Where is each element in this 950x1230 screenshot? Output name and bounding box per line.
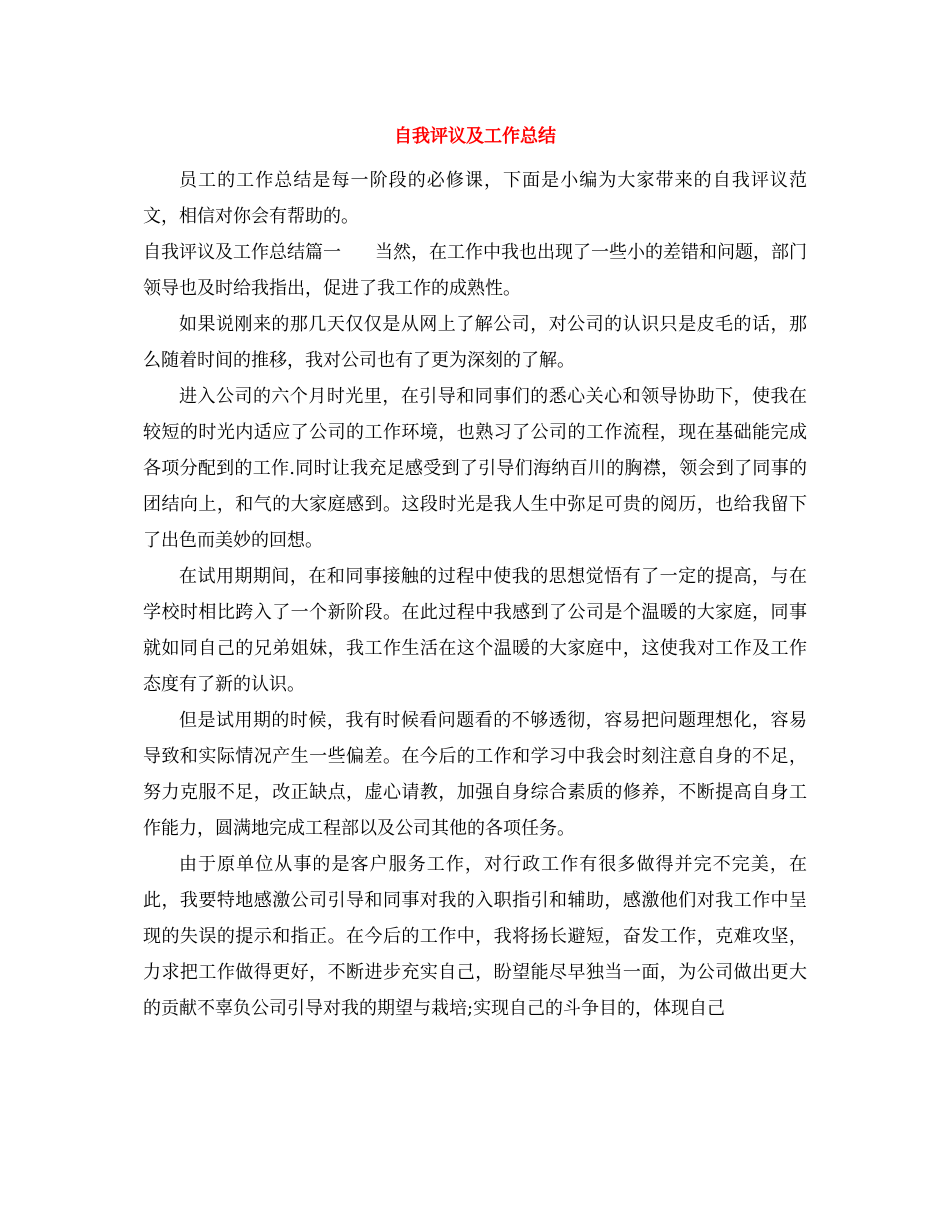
body-paragraph: 但是试用期的时候，我有时候看问题看的不够透彻，容易把问题理想化，容易导致和实际情况产生一些偏差。在今后的工作和学习中我会时刻注意自身的不足，努力克服不足，改正缺点，虚心请教，加强自身综合素质的修养，不断提高自身工作能力，圆满地完成工程部以及公司其他的各项任务。 xyxy=(143,710,807,839)
document-body xyxy=(143,163,807,1027)
document-title: 自我评议及工作总结 xyxy=(394,126,556,147)
body-paragraph: 如果说刚来的那几天仅仅是从网上了解公司，对公司的认识只是皮毛的话，那么随着时间的推移，我对公司也有了更为深刻的了解。 xyxy=(143,314,807,371)
section-heading: 自我评议及工作总结篇一 xyxy=(143,242,341,263)
section-first-text: 当然，在工作中我也出现了一些小的差错和问题，部门领导也及时给我指出，促进了我工作的成熟性。 xyxy=(143,242,807,299)
body-paragraph: 在试用期期间，在和同事接触的过程中使我的思想觉悟有了一定的提高，与在学校时相比跨入了一个新阶段。在此过程中我感到了公司是个温暖的大家庭，同事就如同自己的兄弟姐妹，我工作生活在这个温暖的大家庭中，这使我对工作及工作态度有了新的认识。 xyxy=(143,566,807,695)
body-paragraph: 进入公司的六个月时光里，在引导和同事们的悉心关心和领导协助下，使我在较短的时光内适应了公司的工作环境，也熟习了公司的工作流程，现在基础能完成各项分配到的工作.同时让我充足感受到了引导们海纳百川的胸襟，领会到了同事的团结向上，和气的大家庭感到。这段时光是我人生中弥足可贵的阅历，也给我留下了出色而美妙的回想。 xyxy=(143,386,807,551)
intro-paragraph: 员工的工作总结是每一阶段的必修课，下面是小编为大家带来的自我评议范文，相信对你会有帮助的。 xyxy=(143,170,807,227)
section-paragraph xyxy=(143,235,807,307)
body-paragraph: 由于原单位从事的是客户服务工作，对行政工作有很多做得并完不完美，在此，我要特地感激公司引导和同事对我的入职指引和辅助，感激他们对我工作中呈现的失误的提示和指正。在今后的工作中，我将扬长避短，奋发工作，克难攻坚，力求把工作做得更好，不断进步充实自己，盼望能尽早独当一面，为公司做出更大的贡献不辜负公司引导对我的期望与栽培;实现自己的斗争目的，体现自己 xyxy=(143,854,807,1019)
